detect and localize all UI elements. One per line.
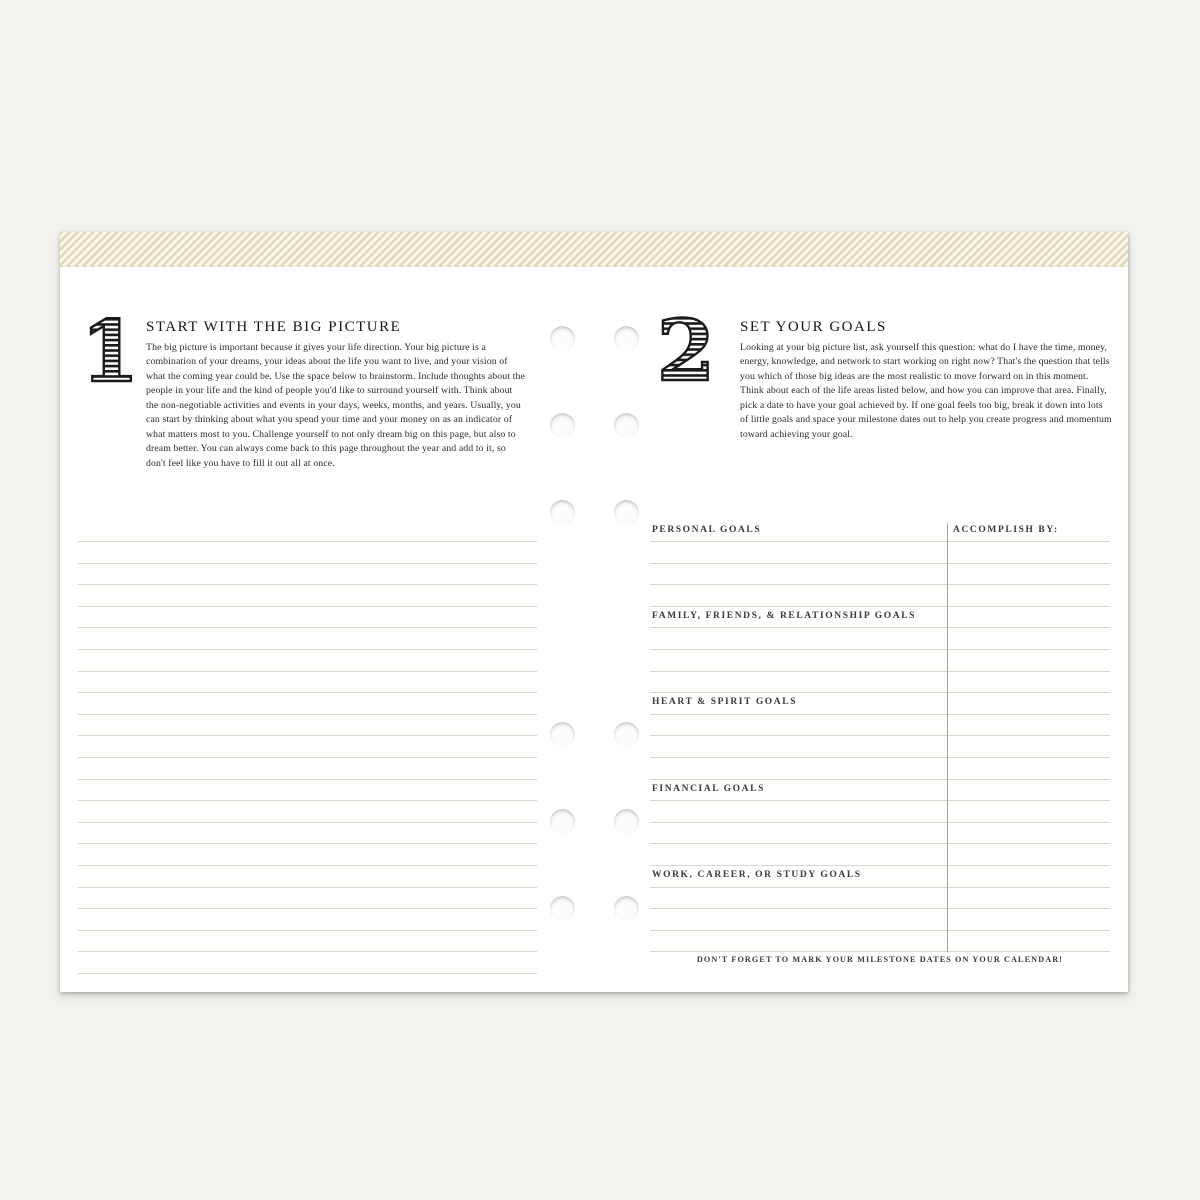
ruled-line [650,714,1110,715]
ruled-line [650,757,1110,758]
punch-hole [550,413,575,438]
section-2-title: SET YOUR GOALS [740,319,887,335]
ruled-line [78,779,537,780]
ruled-line [78,627,537,628]
ruled-line [78,649,537,650]
punch-hole [550,326,575,351]
ruled-line [650,865,1110,866]
section-1-striped-numeral [81,317,139,387]
ruled-line [650,887,1110,888]
section-2-striped-numeral [651,316,721,386]
section-1-number: 1 [81,317,139,387]
milestone-footer-note: DON'T FORGET TO MARK YOUR MILESTONE DATES ON YOUR CALENDAR! [696,955,1064,964]
ruled-line [650,541,1110,542]
ruled-line [78,843,537,844]
brainstorm-lines-area [78,541,537,975]
goal-category-personal: PERSONAL GOALS [652,525,762,535]
punch-hole [614,413,639,438]
punch-hole [550,722,575,747]
ruled-line [650,822,1110,823]
ruled-line [650,908,1110,909]
ruled-line [78,692,537,693]
washi-tape-band [60,232,1128,267]
punch-hole [614,500,639,525]
ruled-line [78,908,537,909]
punch-hole [614,809,639,834]
punch-hole [550,809,575,834]
ruled-line [650,627,1110,628]
accomplish-by-label: ACCOMPLISH BY: [953,525,1059,535]
ruled-line [650,649,1110,650]
ruled-line [78,606,537,607]
punch-hole [550,500,575,525]
ruled-line [78,757,537,758]
ruled-line [78,563,537,564]
ruled-line [650,606,1110,607]
ruled-line [650,800,1110,801]
goal-category-work-career-study: WORK, CAREER, OR STUDY GOALS [652,870,862,880]
ruled-line [650,779,1110,780]
ruled-line [650,671,1110,672]
section-2-body: Looking at your big picture list, ask yourself this question: what do I have the time, money, energy, knowledge, and network to start working on right now? That's the question that tells you which of those big ideas are the most realistic to move forward on in this moment. Think about each of the life areas listed below, and how you can improve that area. Finally, pick a date to have your goal achieved by. If one goal feels too big, break it down into lots of little goals and space your milestone dates out to help you create progress and momentum toward achieving your goal. [740,342,1112,440]
punch-hole [550,896,575,921]
ruled-line [650,563,1110,564]
ruled-line [78,930,537,931]
ruled-line [650,930,1110,931]
section-1-body: The big picture is important because it gives your life direction. Your big picture is a combination of your dreams, your ideas about the life you want to live, and your vision of what the coming year could be. Use the space below to brainstorm. Include thoughts about the people in your life and the kind of people you'd like to surround yourself with. Think about the non-negotiable activities and events in your days, weeks, months, and years. Usually, you can start by thinking about what you spend your time and your money on as an indicator of what matters most to you. Challenge yourself to not only dream big on this page, but also to dream better. You can always come back to this page throughout the year and add to it, so don't feel like you have to fill it out all at once. [146,342,525,469]
goal-category-heart-spirit: HEART & SPIRIT GOALS [652,697,798,707]
ruled-line [650,735,1110,736]
ruled-line [78,671,537,672]
ruled-line [78,887,537,888]
ruled-line [650,951,1110,952]
ruled-line [78,951,537,952]
section-1-title: START WITH THE BIG PICTURE [146,319,402,335]
ruled-line [78,541,537,542]
goal-category-financial: FINANCIAL GOALS [652,784,765,794]
punch-hole [614,896,639,921]
ruled-line [78,714,537,715]
ruled-line [650,584,1110,585]
ruled-line [78,800,537,801]
ruled-line [78,584,537,585]
accomplish-by-divider [947,523,948,952]
ruled-line [78,973,537,974]
planner-page [60,232,1128,992]
ruled-line [78,735,537,736]
ruled-line [78,865,537,866]
section-2-number: 2 [656,316,716,386]
ruled-line [650,843,1110,844]
punch-hole [614,722,639,747]
ruled-line [650,692,1110,693]
ruled-line [78,822,537,823]
punch-hole [614,326,639,351]
goals-lines-area [650,541,1110,953]
goal-category-family-friends-relationship: FAMILY, FRIENDS, & RELATIONSHIP GOALS [652,611,917,621]
